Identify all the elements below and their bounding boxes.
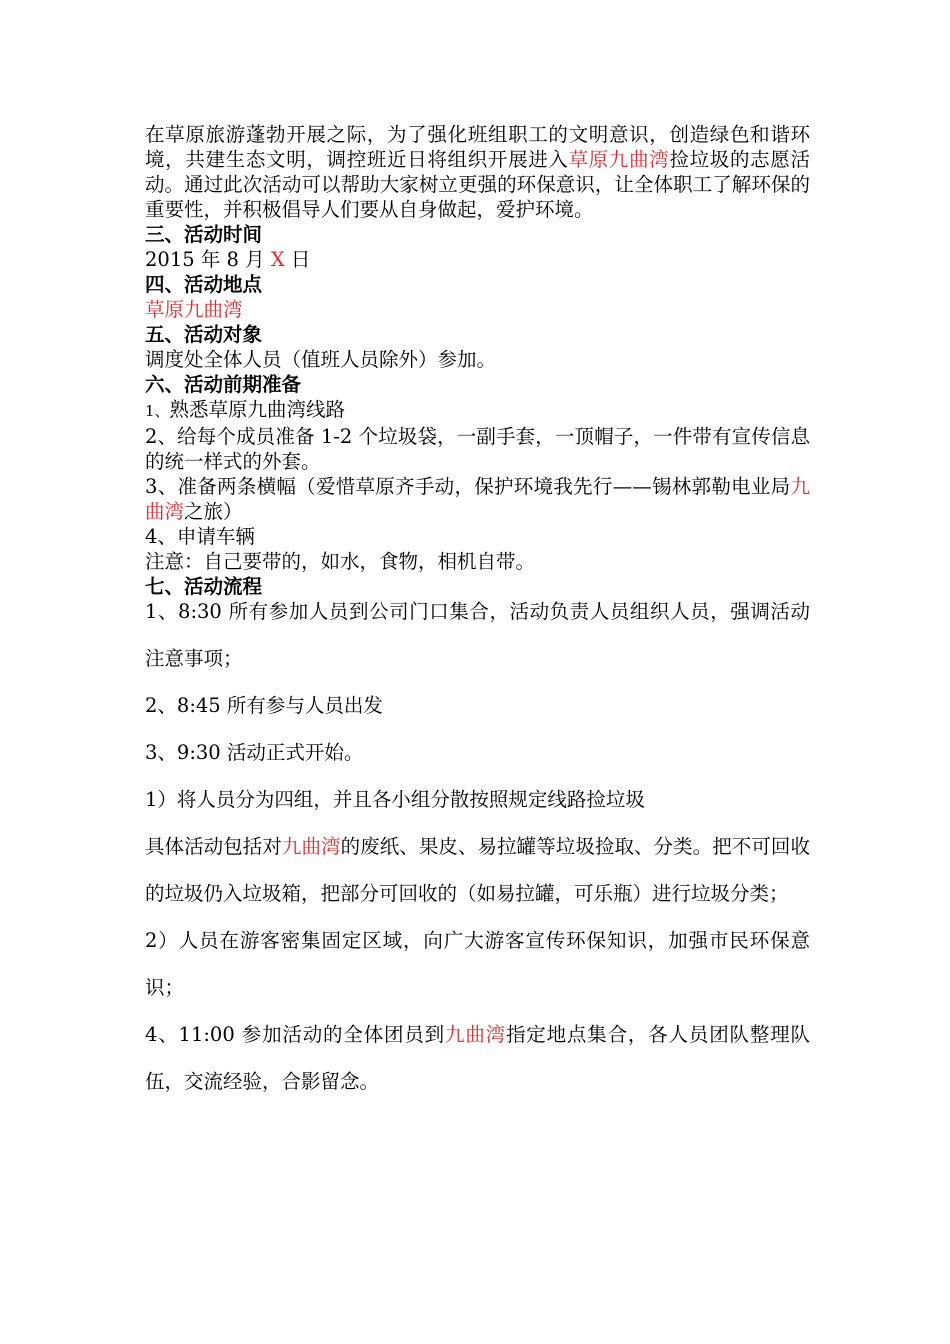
location-heading: 四、活动地点 xyxy=(145,273,263,296)
time-heading: 三、活动时间 xyxy=(145,223,263,246)
flow-sub-2: 2）人员在游客密集固定区域，向广大游客宣传环保知识，加强市民环保意识； xyxy=(145,929,810,999)
intro-place: 草原九曲湾 xyxy=(568,148,670,171)
time-prefix: 2015 年 8 月 xyxy=(145,248,271,271)
flow-step-1: 1、8:30 所有参加人员到公司门口集合，活动负责人员组织人员，强调活动注意事项； xyxy=(145,600,810,670)
flow-step-4-text-2: 指定地点集合，各人员团队整理队伍，交流经验，合影留念。 xyxy=(145,1023,810,1093)
time-day: X xyxy=(270,248,285,271)
flow-detail-text-2: 的废纸、果皮、易拉罐等垃圾捡取、分类。把不可回收的垃圾仍入垃圾箱，把部分可回收的（如易拉罐，可乐瓶）进行垃圾分类； xyxy=(145,835,810,905)
flow-step-4-place: 九曲湾 xyxy=(445,1023,506,1046)
prep-item-1-number: 1、 xyxy=(145,402,170,420)
flow-detail-place: 九曲湾 xyxy=(281,835,341,858)
prep-item-1-text: 熟悉草原九曲湾线路 xyxy=(169,398,346,421)
target-heading: 五、活动对象 xyxy=(145,323,263,346)
prep-item-3-text-2: 之旅） xyxy=(184,500,243,523)
prep-item-4: 4、申请车辆 xyxy=(145,525,255,548)
flow-step-4 xyxy=(145,1011,810,1105)
target-value: 调度处全体人员（值班人员除外）参加。 xyxy=(145,348,497,371)
intro-text-2: 捡垃圾的志愿活动。通过此次活动可以帮助大家树立更强的环保意识，让全体职工了解环保的重要性，并积极倡导人们要从自身做起，爱护环境。 xyxy=(145,148,810,221)
time-value xyxy=(145,247,810,272)
flow-heading: 七、活动流程 xyxy=(145,575,263,598)
flow-detail-text-1: 具体活动包括对 xyxy=(145,835,282,858)
flow-step-2: 2、8:45 所有参与人员出发 xyxy=(145,694,383,717)
location-value: 草原九曲湾 xyxy=(145,298,243,321)
prep-item-1 xyxy=(145,397,810,424)
prep-note: 注意：自己要带的，如水，食物，相机自带。 xyxy=(145,550,536,573)
flow-step-3: 3、9:30 活动正式开始。 xyxy=(145,741,364,764)
intro-paragraph xyxy=(145,122,810,222)
time-suffix: 日 xyxy=(284,248,311,271)
prep-item-3-place: 九曲湾 xyxy=(145,475,810,523)
flow-step-4-text-1: 4、11:00 参加活动的全体团员到 xyxy=(145,1023,445,1046)
prep-heading: 六、活动前期准备 xyxy=(145,373,302,396)
flow-detail xyxy=(145,823,810,917)
prep-item-2: 2、给每个成员准备 1-2 个垃圾袋，一副手套，一顶帽子，一件带有宣传信息的统一样式的外套。 xyxy=(145,425,810,473)
flow-sub-1: 1）将人员分为四组，并且各小组分散按照规定线路捡垃圾 xyxy=(145,788,645,811)
intro-text-1: 在草原旅游蓬勃开展之际，为了强化班组职工的文明意识，创造绿色和谐环境，共建生态文明，调控班近日将组织开展进入 xyxy=(145,123,810,171)
prep-item-3 xyxy=(145,474,810,524)
document-body xyxy=(145,122,810,1116)
prep-item-3-text-1: 3、准备两条横幅（爱惜草原齐手动，保护环境我先行——锡林郭勒电业局 xyxy=(145,475,791,498)
